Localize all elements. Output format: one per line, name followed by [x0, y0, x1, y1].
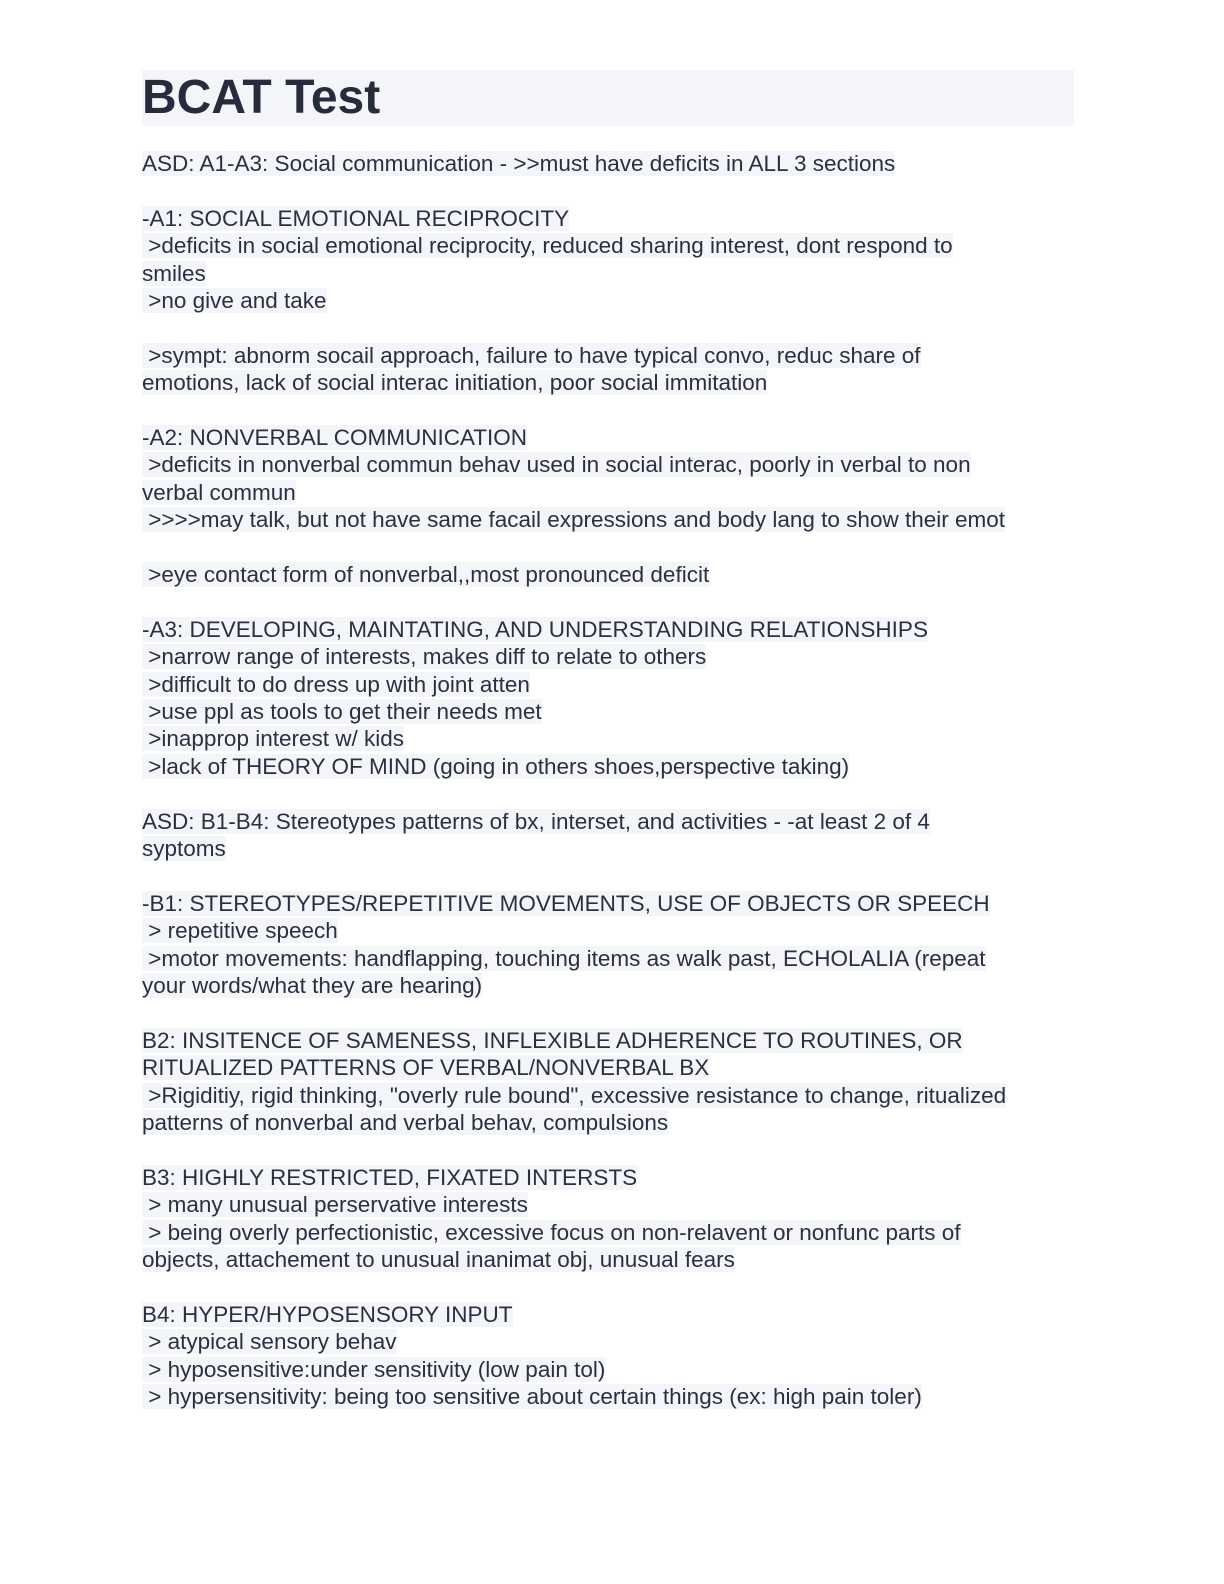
text-line: [142, 451, 1074, 478]
text-line-content: >lack of THEORY OF MIND (going in others shoes,perspective taking): [142, 753, 850, 779]
text-line-content: -A2: NONVERBAL COMMUNICATION: [142, 425, 528, 451]
blank-line: [142, 862, 1074, 889]
text-line-content: >inapprop interest w/ kids: [142, 726, 405, 752]
text-line: [142, 1082, 1074, 1109]
text-line: [142, 1246, 1074, 1273]
text-line: [142, 1383, 1074, 1410]
blank-line: [142, 1137, 1074, 1164]
text-line: [142, 1301, 1074, 1328]
text-line-content: -B1: STEREOTYPES/REPETITIVE MOVEMENTS, USE OF OBJECTS OR SPEECH: [142, 890, 990, 916]
text-line: [142, 1356, 1074, 1383]
text-line-content: >motor movements: handflapping, touching items as walk past, ECHOLALIA (repeat: [142, 945, 986, 971]
text-line: [142, 1219, 1074, 1246]
text-line: [142, 1054, 1074, 1081]
text-line: [142, 1027, 1074, 1054]
text-line: [142, 1164, 1074, 1191]
text-line: [142, 972, 1074, 999]
text-line: [142, 342, 1074, 369]
text-line-content: -A1: SOCIAL EMOTIONAL RECIPROCITY: [142, 205, 570, 231]
text-line-content: >difficult to do dress up with joint atten: [142, 671, 530, 697]
blank-line: [142, 588, 1074, 615]
document-title: BCAT Test: [142, 71, 381, 124]
document-page: [142, 70, 1074, 1411]
text-line: [142, 287, 1074, 314]
text-line-content: >Rigiditiy, rigid thinking, "overly rule bound", excessive resistance to change, ritualized: [142, 1082, 1007, 1108]
blank-line: [142, 534, 1074, 561]
text-line: [142, 150, 1074, 177]
title-bar: [142, 70, 1074, 126]
text-line-content: > hyposensitive:under sensitivity (low pain tol): [142, 1356, 606, 1382]
blank-line: [142, 177, 1074, 204]
text-line-content: -A3: DEVELOPING, MAINTATING, AND UNDERSTANDING RELATIONSHIPS: [142, 616, 928, 642]
text-line-content: >use ppl as tools to get their needs met: [142, 699, 542, 725]
text-line-content: >sympt: abnorm socail approach, failure to have typical convo, reduc share of: [142, 342, 921, 368]
text-line: [142, 890, 1074, 917]
text-line-content: objects, attachement to unusual inanimat obj, unusual fears: [142, 1247, 735, 1273]
text-line-content: syptoms: [142, 836, 226, 862]
text-line-content: > hypersensitivity: being too sensitive about certain things (ex: high pain toler): [142, 1384, 922, 1410]
text-line-content: >deficits in social emotional reciprocity, reduced sharing interest, dont respond to: [142, 233, 953, 259]
text-line-content: B3: HIGHLY RESTRICTED, FIXATED INTERSTS: [142, 1164, 638, 1190]
text-line-content: > repetitive speech: [142, 918, 338, 944]
blank-line: [142, 780, 1074, 807]
text-line-content: verbal commun: [142, 479, 296, 505]
text-line-content: > atypical sensory behav: [142, 1329, 397, 1355]
text-line: [142, 917, 1074, 944]
text-line: [142, 232, 1074, 259]
text-line-content: RITUALIZED PATTERNS OF VERBAL/NONVERBAL BX: [142, 1055, 710, 1081]
text-line-content: >deficits in nonverbal commun behav used in social interac, poorly in verbal to non: [142, 452, 971, 478]
text-line-content: ASD: A1-A3: Social communication - >>must have deficits in ALL 3 sections: [142, 151, 896, 176]
text-line: [142, 725, 1074, 752]
text-line: [142, 753, 1074, 780]
text-line-content: >no give and take: [142, 288, 327, 314]
text-line: [142, 260, 1074, 287]
text-line-content: >>>>may talk, but not have same facail expressions and body lang to show their emot: [142, 507, 1005, 533]
text-line-content: emotions, lack of social interac initiation, poor social immitation: [142, 370, 768, 396]
text-line: [142, 808, 1074, 835]
text-line: [142, 506, 1074, 533]
text-line: [142, 205, 1074, 232]
text-line: [142, 835, 1074, 862]
text-line: [142, 479, 1074, 506]
text-line-content: >narrow range of interests, makes diff to relate to others: [142, 644, 707, 670]
document-body: [142, 150, 1074, 1411]
text-line-content: >eye contact form of nonverbal,,most pronounced deficit: [142, 562, 710, 588]
blank-line: [142, 1274, 1074, 1301]
text-line-content: patterns of nonverbal and verbal behav, compulsions: [142, 1110, 669, 1136]
blank-line: [142, 999, 1074, 1026]
text-line: [142, 369, 1074, 396]
blank-line: [142, 314, 1074, 341]
text-line-content: > being overly perfectionistic, excessive focus on non-relavent or nonfunc parts of: [142, 1219, 961, 1245]
blank-line: [142, 397, 1074, 424]
text-line-content: B2: INSITENCE OF SAMENESS, INFLEXIBLE ADHERENCE TO ROUTINES, OR: [142, 1027, 963, 1053]
text-line: [142, 1328, 1074, 1355]
text-line-content: B4: HYPER/HYPOSENSORY INPUT: [142, 1301, 513, 1327]
text-line: [142, 643, 1074, 670]
text-line: [142, 1109, 1074, 1136]
text-line-content: smiles: [142, 260, 206, 286]
text-line: [142, 945, 1074, 972]
text-line: [142, 561, 1074, 588]
text-line: [142, 698, 1074, 725]
text-line: [142, 1191, 1074, 1218]
text-line-content: your words/what they are hearing): [142, 973, 483, 999]
text-line-content: ASD: B1-B4: Stereotypes patterns of bx, interset, and activities - -at least 2 of 4: [142, 808, 930, 834]
text-line: [142, 671, 1074, 698]
text-line: [142, 616, 1074, 643]
text-line: [142, 424, 1074, 451]
text-line-content: > many unusual perservative interests: [142, 1192, 528, 1218]
